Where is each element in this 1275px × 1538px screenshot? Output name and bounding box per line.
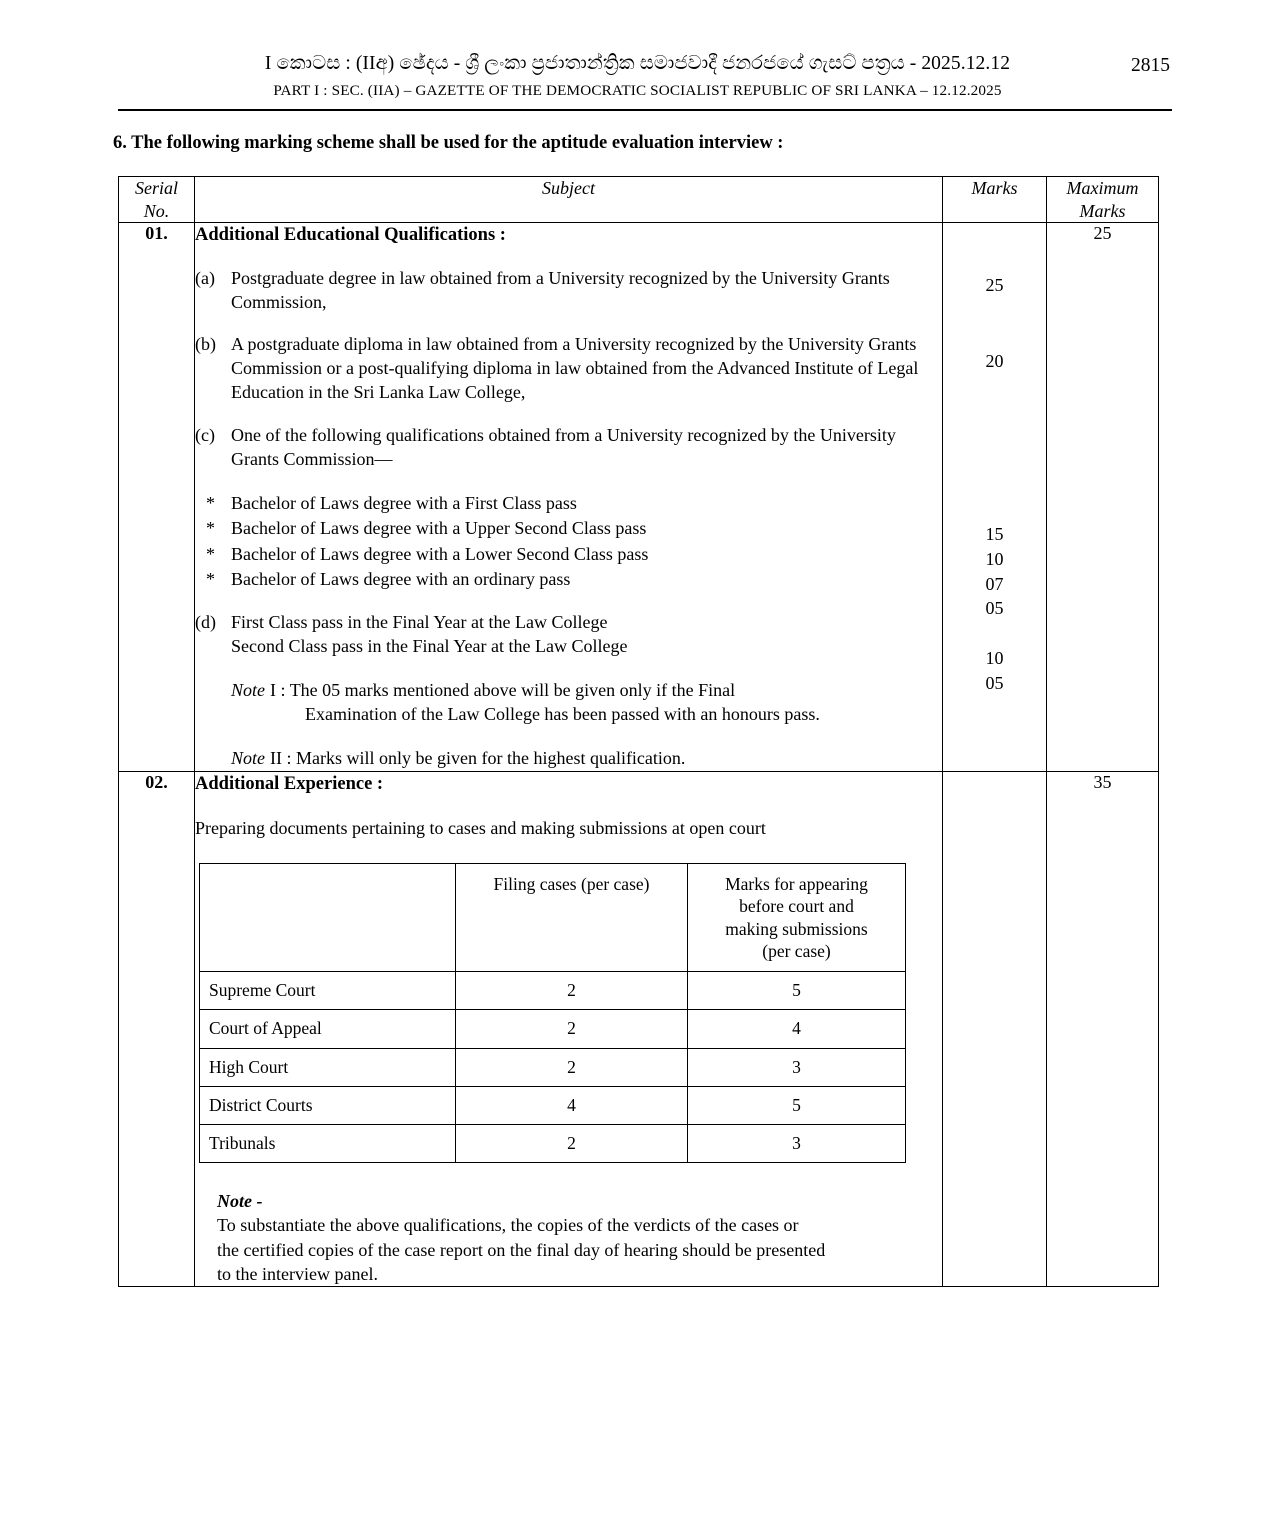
column-header-maximum-marks	[1047, 177, 1159, 223]
court-appearing-marks: 4	[688, 1010, 906, 1048]
item-b-label: (b)	[195, 334, 216, 355]
row-subject-01	[195, 223, 943, 772]
note-1-body	[270, 679, 735, 703]
star-bullet: *	[206, 568, 215, 589]
header-sinhala-line: I කොටස : (IIඅ) ඡේදය - ශ්‍රී ලංකා ප්‍රජාතාන්ත්‍රික සමාජවාදී ජනරජයේ ගැසට් පත්‍රය - 2025.12.12	[264, 53, 1011, 74]
star-item-text: Bachelor of Laws degree with a Lower Second Class pass	[231, 543, 649, 564]
court-filing-marks: 2	[456, 1010, 688, 1048]
note-2-line1: Marks will only be given for the highest qualification.	[296, 747, 686, 768]
star-item	[195, 491, 942, 516]
note-2	[195, 747, 942, 771]
court-name: Tribunals	[200, 1125, 456, 1163]
row-02-note-line2: the certified copies of the case report on the final day of hearing should be presented	[217, 1239, 826, 1260]
court-appearing-marks: 3	[688, 1048, 906, 1086]
row-02-title: Additional Experience :	[195, 773, 384, 794]
item-a	[195, 267, 942, 315]
inner-header-appearing-line1: Marks for appearing	[725, 874, 868, 895]
marks-item-d1: 10	[985, 647, 1004, 668]
serial-header-line2: No.	[143, 200, 170, 221]
inner-header-appearing	[688, 864, 906, 972]
court-name: Supreme Court	[200, 972, 456, 1010]
section-heading: 6. The following marking scheme shall be used for the aptitude evaluation interview :	[113, 133, 784, 153]
subject-header-label: Subject	[542, 178, 595, 198]
inner-header-appearing-line4: (per case)	[762, 940, 831, 961]
row-02-note-line3: to the interview panel.	[217, 1263, 378, 1284]
item-c	[195, 424, 942, 472]
max-header-line2: Marks	[1079, 200, 1126, 221]
note-1-line1: The 05 marks mentioned above will be given only if the Final	[289, 679, 736, 700]
star-bullet: *	[206, 543, 215, 564]
row-subject-02	[195, 771, 943, 1286]
note-1-word: Note	[231, 679, 265, 700]
column-header-marks	[943, 177, 1047, 223]
court-appearing-marks: 5	[688, 1086, 906, 1124]
marking-scheme-table	[118, 176, 1159, 1287]
inner-table-row	[200, 1048, 906, 1086]
note-1	[195, 679, 942, 727]
court-appearing-marks: 5	[688, 972, 906, 1010]
row-max-02: 35	[1047, 771, 1159, 1286]
item-c-label: (c)	[195, 425, 215, 446]
marks-star-1: 15	[985, 524, 1004, 545]
item-d-line1: First Class pass in the Final Year at the Law College	[231, 611, 608, 632]
star-bullet: *	[206, 518, 215, 539]
inner-table-row	[200, 972, 906, 1010]
inner-header-blank	[200, 864, 456, 972]
star-item-text: Bachelor of Laws degree with an ordinary pass	[231, 568, 571, 589]
marks-header-label: Marks	[971, 178, 1018, 198]
item-d-label: (d)	[195, 611, 216, 632]
court-appearing-marks: 3	[688, 1125, 906, 1163]
column-header-serial	[119, 177, 195, 223]
inner-table-row	[200, 1125, 906, 1163]
court-name: Court of Appeal	[200, 1010, 456, 1048]
row-02-intro: Preparing documents pertaining to cases and making submissions at open court	[195, 818, 766, 839]
inner-table-row	[200, 1086, 906, 1124]
row-01-title: Additional Educational Qualifications :	[195, 225, 506, 245]
court-filing-marks: 2	[456, 972, 688, 1010]
experience-marks-table	[199, 863, 906, 1163]
note-1-line2: Examination of the Law College has been passed with an honours pass.	[305, 703, 820, 724]
star-item-text: Bachelor of Laws degree with a Upper Second Class pass	[231, 518, 647, 539]
court-filing-marks: 2	[456, 1125, 688, 1163]
page-header	[0, 0, 1275, 111]
item-d	[195, 611, 942, 659]
star-bullet: *	[206, 493, 215, 514]
table-row	[119, 223, 1159, 772]
row-marks-02	[943, 771, 1047, 1286]
star-item	[195, 516, 942, 541]
inner-header-appearing-line2: before court and	[739, 896, 854, 917]
item-d-line2: Second Class pass in the Final Year at the Law College	[231, 635, 628, 656]
item-b-text: A postgraduate diploma in law obtained from a University recognized by the University Grants Commission or a post-qualifying diploma in law obtained from the Advanced Institute of Legal Education in the Sri Lanka Law College,	[231, 334, 919, 403]
header-english-line: PART I : SEC. (IIA) – GAZETTE OF THE DEMOCRATIC SOCIALIST REPUBLIC OF SRI LANKA – 12.12.2025	[273, 82, 1002, 99]
marks-item-b: 20	[985, 350, 1004, 371]
court-filing-marks: 2	[456, 1048, 688, 1086]
marks-star-2: 10	[985, 548, 1004, 569]
row-serial-01: 01.	[119, 223, 195, 772]
inner-table-header-row	[200, 864, 906, 972]
court-name: District Courts	[200, 1086, 456, 1124]
inner-header-filing: Filing cases (per case)	[456, 864, 688, 972]
note-2-word: Note	[231, 747, 265, 768]
page-number: 2815	[1131, 55, 1170, 76]
marks-item-d2: 05	[985, 672, 1004, 693]
table-row	[119, 771, 1159, 1286]
row-02-note-head: Note -	[217, 1191, 263, 1212]
note-1-numeral: I :	[270, 679, 286, 700]
row-02-note	[195, 1189, 942, 1285]
row-max-01: 25	[1047, 223, 1159, 772]
item-a-text: Postgraduate degree in law obtained from a University recognized by the University Grants Commission,	[231, 267, 890, 312]
note-2-body	[270, 747, 685, 771]
court-name: High Court	[200, 1048, 456, 1086]
inner-table-row	[200, 1010, 906, 1048]
row-02-note-line1: To substantiate the above qualifications, the copies of the verdicts of the cases or	[217, 1215, 799, 1236]
star-item	[195, 567, 942, 592]
item-c-text: One of the following qualifications obtained from a University recognized by the University Grants Commission—	[231, 425, 896, 470]
marks-item-a: 25	[985, 275, 1004, 295]
item-b	[195, 333, 942, 405]
star-item-text: Bachelor of Laws degree with a First Class pass	[231, 493, 577, 514]
table-header-row	[119, 177, 1159, 223]
marks-star-3: 07	[985, 573, 1004, 594]
star-item	[195, 542, 942, 567]
max-header-line1: Maximum	[1066, 178, 1139, 198]
inner-header-appearing-line3: making submissions	[725, 918, 868, 939]
column-header-subject	[195, 177, 943, 223]
serial-header-line1: Serial	[135, 178, 178, 198]
marks-star-4: 05	[985, 598, 1004, 619]
star-list	[195, 491, 942, 592]
row-serial-02: 02.	[119, 771, 195, 1286]
note-2-numeral: II :	[270, 747, 292, 768]
court-filing-marks: 4	[456, 1086, 688, 1124]
header-rule	[118, 109, 1172, 111]
row-marks-01	[943, 223, 1047, 772]
item-a-label: (a)	[195, 267, 215, 288]
